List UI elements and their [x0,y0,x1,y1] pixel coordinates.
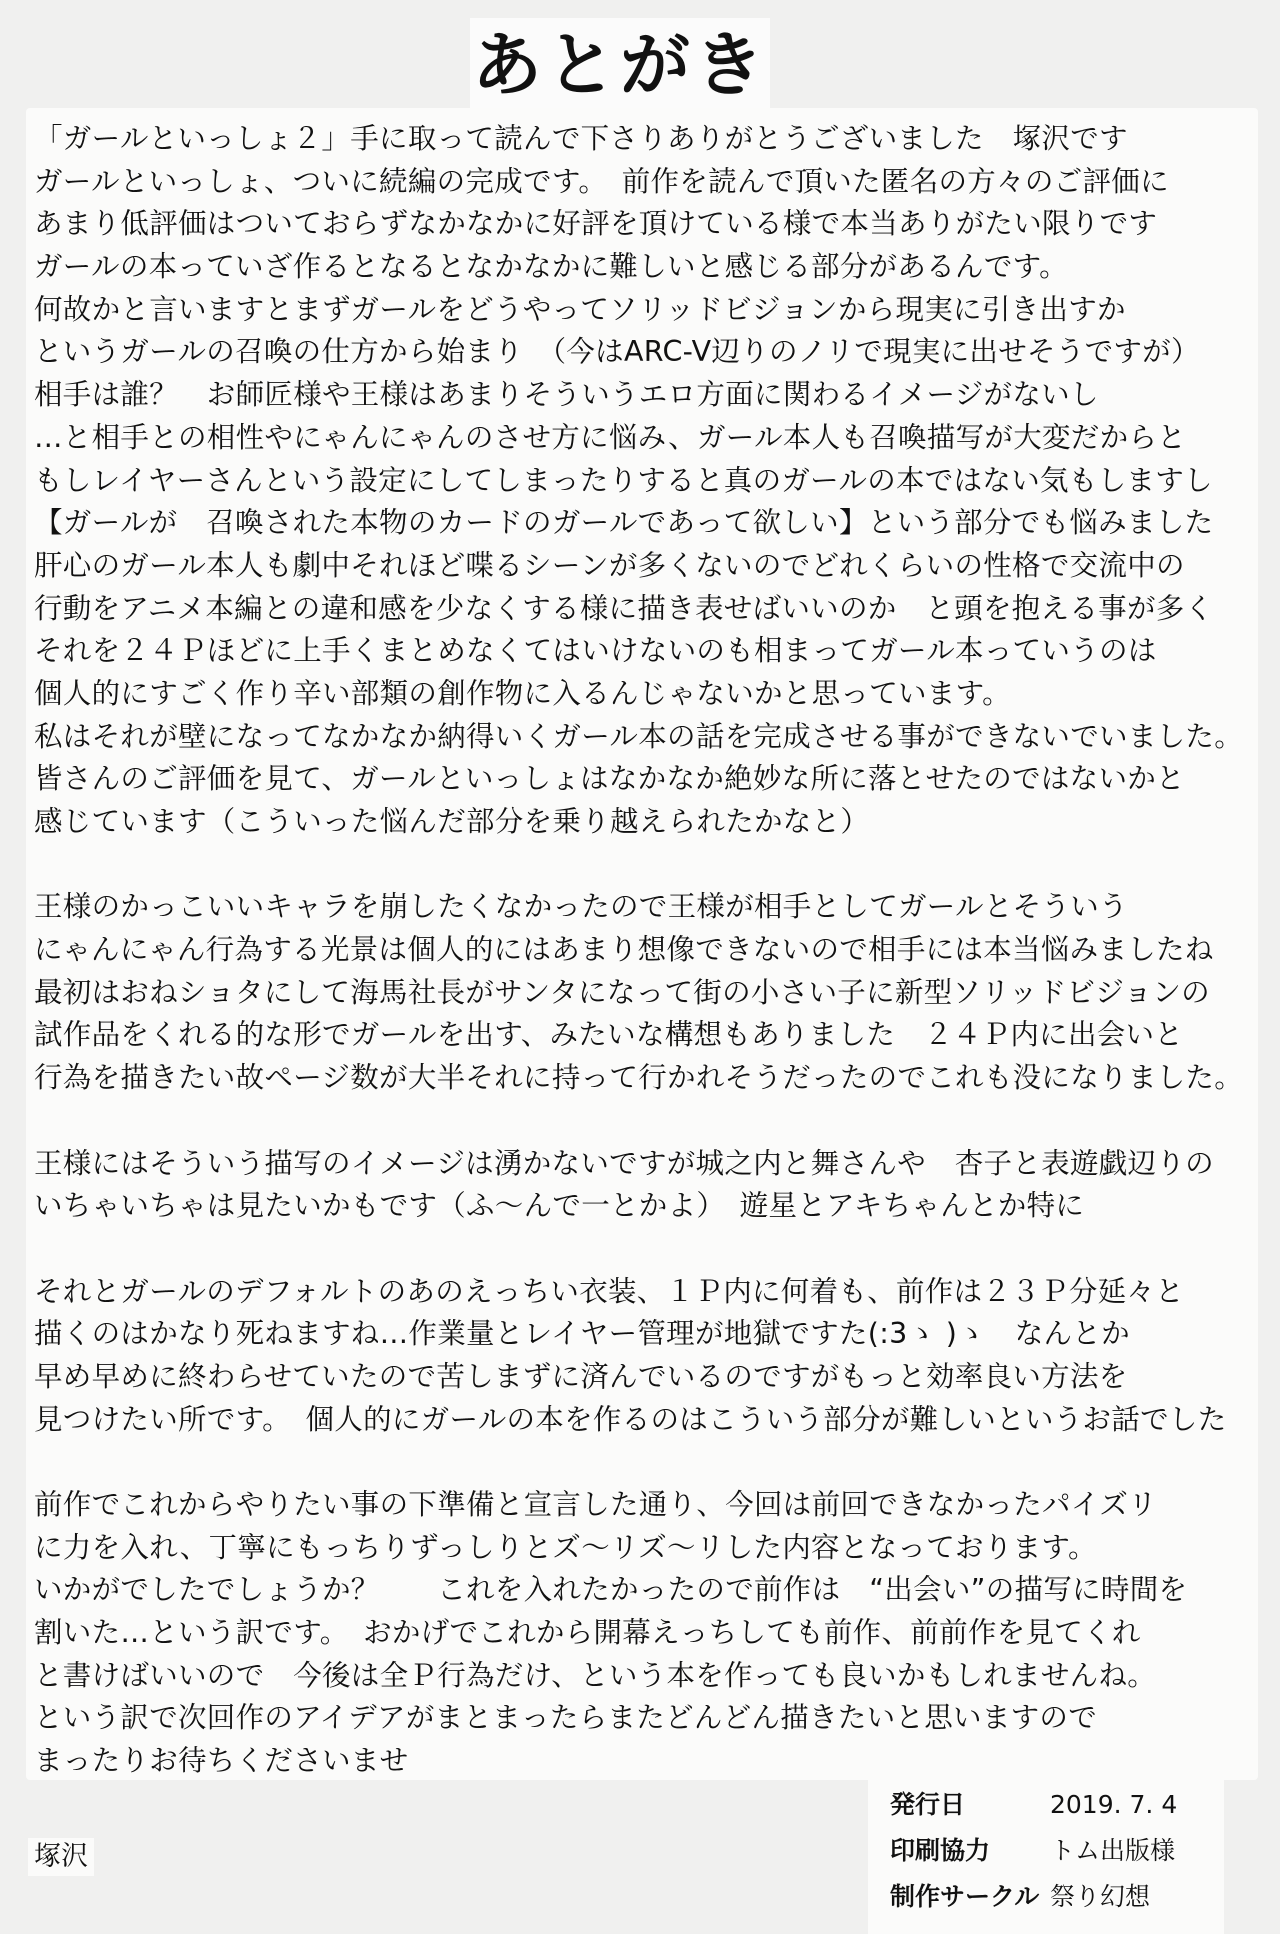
text-line: 最初はおねショタにして海馬社長がサンタになって街の小さい子に新型ソリッドビジョンの [34,975,1210,1009]
text-line: 早め早めに終わらせていたので苦しまずに済んでいるのですがもっと効率良い方法を [34,1359,1128,1393]
colophon [890,1782,1177,1920]
text-line: 感じています（こういった悩んだ部分を乗り越えられたかなと） [34,805,870,838]
text-line: 皆さんのご評価を見て、ガールといっしょはなかなか絶妙な所に落とせたのではないかと [34,762,1185,796]
text-line: それとガールのデフォルトのあのえっちい衣装、１Ｐ内に何着も、前作は２３Ｐ分延々と [34,1274,1185,1308]
text-line: もしレイヤーさんという設定にしてしまったりすると真のガールの本ではない気もしますし [34,463,1213,497]
text-line: 何故かと言いますとまずガールをどうやってソリッドビジョンから現実に引き出すか [34,292,1126,326]
colophon-row [890,1782,1177,1828]
text-line: 私はそれが壁になってなかなか納得いくガール本の話を完成させる事ができないでいました。 [34,719,1244,753]
text-line: 前作でこれからやりたい事の下準備と宣言した通り、今回は前回できなかったパイズリ [34,1488,1157,1521]
text-line: それを２４Ｐほどに上手くまとめなくてはいけないのも相まってガール本っていうのは [34,634,1157,668]
paragraph-gap [34,1441,1256,1484]
text-line: 個人的にすごく作り辛い部類の創作物に入るんじゃないかと思っています。 [34,676,1011,710]
colophon-value: 祭り幻想 [1050,1882,1151,1911]
text-line: あまり低評価はついておらずなかなかに好評を頂けている様で本当ありがたい限りです [34,207,1158,241]
paragraph-gap [34,1100,1256,1143]
text-line: 行為を描きたい故ページ数が大半それに持って行かれそうだったのでこれも没になりました。 [34,1061,1244,1095]
colophon-value: 2019. 7. 4 [1050,1790,1178,1819]
author-signature: 塚沢 [28,1838,94,1876]
colophon-row [890,1874,1177,1920]
afterword-body [34,118,1256,1783]
text-line: 王様のかっこいいキャラを崩したくなかったので王様が相手としてガールとそういう [34,890,1128,924]
text-line: 描くのはかなり死ねますね…作業量とレイヤー管理が地獄ですた(:3ゝ )ゝ なんとか [34,1317,1130,1351]
text-line: 割いた…という訳です。 おかげでこれから開幕えっちしても前作、前前作を見てくれ [34,1616,1141,1650]
paragraph-gap [34,844,1256,887]
text-line: 試作品をくれる的な形でガールを出す、みたいな構想もありました ２４Ｐ内に出会いと [34,1018,1184,1052]
text-line: 【ガールが 召喚された本物のカードのガールであって欲しい】という部分でも悩みました [34,506,1214,540]
paragraph-gap [34,1228,1256,1271]
text-line: に力を入れ、丁寧にもっちりずっしりとズ～リズ～リした内容となっております。 [34,1530,1097,1564]
text-line: 肝心のガール本人も劇中それほど喋るシーンが多くないのでどれくらいの性格で交流中の [34,548,1185,582]
text-line: 王様にはそういう描写のイメージは湧かないですが城之内と舞さんや 杏子と表遊戯辺りの [34,1146,1214,1180]
colophon-label: 発行日 [890,1790,966,1819]
text-line: と書けばいいので 今後は全Ｐ行為だけ、という本を作っても良いかもしれませんね。 [34,1658,1157,1692]
text-line: ガールといっしょ、ついに続編の完成です。 前作を読んで頂いた匿名の方々のご評価に [34,164,1169,198]
text-line: ガールの本っていざ作るとなるとなかなかに難しいと感じる部分があるんです。 [34,250,1068,284]
colophon-label: 印刷協力 [890,1836,991,1865]
text-line: いちゃいちゃは見たいかもです（ふ～んで一とかよ） 遊星とアキちゃんとか特に [34,1189,1085,1223]
text-line: にゃんにゃん行為する光景は個人的にはあまり想像できないので相手には本当悩みましたね [34,933,1214,967]
text-line: 行動をアニメ本編との違和感を少なくする様に描き表せばいいのか と頭を抱える事が多く [34,591,1214,625]
text-line: 「ガールといっしょ２」手に取って読んで下さりありがとうございました 塚沢です [34,122,1128,155]
text-line: 相手は誰？ お師匠様や王様はあまりそういうエロ方面に関わるイメージがないし [34,378,1099,412]
colophon-label: 制作サークル [890,1882,1040,1911]
text-line: …と相手との相性やにゃんにゃんのさせ方に悩み、ガール本人も召喚描写が大変だからと [34,420,1187,454]
text-line: というガールの召喚の仕方から始まり （今はARC-V辺りのノリで現実に出せそうですが） [34,335,1200,369]
text-line: 見つけたい所です。 個人的にガールの本を作るのはこういう部分が難しいというお話でした [34,1402,1227,1436]
text-line: という訳で次回作のアイデアがまとまったらまたどんどん描きたいと思いますので [34,1701,1098,1735]
colophon-row [890,1828,1177,1874]
text-line: いかがでしたでしょうか？ これを入れたかったので前作は “出会い”の描写に時間を [34,1573,1188,1607]
colophon-value: トム出版様 [1050,1836,1176,1865]
text-line: まったりお待ちくださいませ [34,1744,409,1778]
page-title: あとがき [472,23,768,106]
